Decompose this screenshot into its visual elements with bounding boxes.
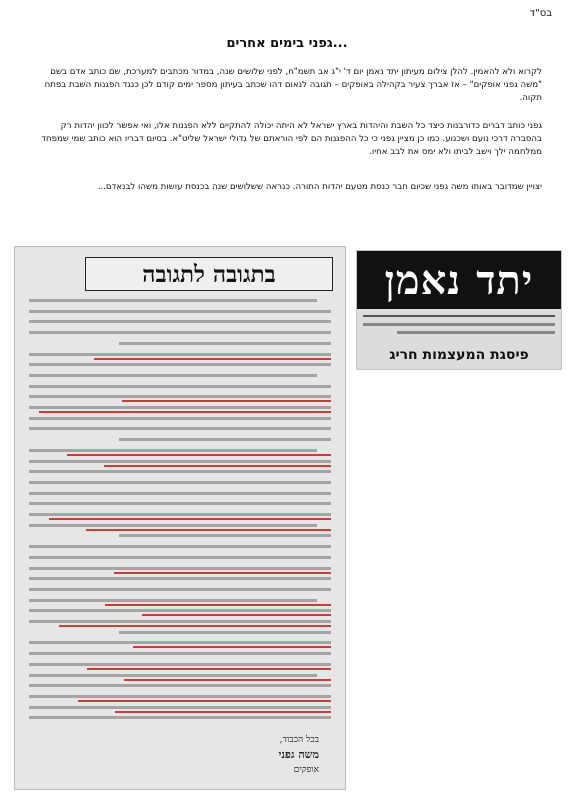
- clipping-text-line: [29, 545, 331, 548]
- clipping-text-line: [29, 609, 331, 612]
- clipping-text-line: [29, 652, 331, 655]
- clipping-text-line: [29, 492, 331, 495]
- red-underline-mark: [142, 614, 331, 616]
- clipping-text-line: [29, 310, 331, 313]
- clipping-text-line: [29, 406, 331, 409]
- clipping-text-line: [29, 427, 331, 430]
- red-underline-mark: [94, 358, 331, 360]
- red-underline-mark: [86, 529, 331, 531]
- clipping-text-line: [29, 577, 331, 580]
- red-underline-mark: [122, 400, 331, 402]
- clipping-text-line: [29, 599, 317, 602]
- clipping-text-line: [29, 299, 317, 302]
- masthead-rule: [363, 315, 555, 317]
- clipping-body-text: [29, 299, 331, 729]
- clipping-text-line: [29, 674, 317, 677]
- page-title: גפני בימים אחרים...: [226, 36, 348, 51]
- red-underline-mark: [124, 679, 331, 681]
- newspaper-masthead-clipping: [356, 250, 562, 370]
- masthead-dateline: [363, 323, 555, 326]
- clipping-location: אופקים: [293, 765, 319, 775]
- clipping-text-line: [29, 385, 331, 388]
- clipping-text-line: [29, 363, 331, 366]
- clipping-signature: משה גפני: [278, 748, 319, 761]
- red-underline-mark: [59, 625, 331, 627]
- red-underline-mark: [114, 572, 331, 574]
- bsd-header: בס"ד: [529, 8, 552, 19]
- content-paragraph: גפני כותב דברים כדורבנות כיצד כל השבת והיהדות בארץ ישראל לא היתה יכולה להתקיים ללא הפגנות אלו, ואי אפשר לכוון יהדות רק בהסברה דרכי נועם ושכנוע. כמו כן מציין גפני כי כל ההפגנות הם לפי הוראתם של גדולי ישראל שליט"א. בסיום דבריו הוא כותב שמי שמפחד ממלחמה ילך וישב לביתו ולא ימס את לבב אחיו.: [41, 121, 542, 157]
- clipping-text-line: [29, 502, 331, 505]
- clipping-text-line: [29, 513, 331, 516]
- masthead-headline: פיסגת המעצמות חריג: [389, 347, 529, 363]
- red-underline-mark: [87, 668, 331, 670]
- red-underline-mark: [133, 646, 331, 648]
- clipping-text-line: [29, 374, 317, 377]
- closing-paragraph: יצויין שמדובר באותו משה גפני שכיום חבר כנסת מטעם יהדות התורה. כנראה ששלושים שנה בכנסת עושות משהו לבנאדם...: [97, 182, 542, 192]
- clipping-text-line: [29, 641, 331, 644]
- red-underline-mark: [104, 465, 331, 467]
- newspaper-logo: יתד נאמן: [357, 251, 561, 309]
- clipping-text-line: [29, 353, 331, 356]
- clipping-text-line: [29, 663, 331, 666]
- clipping-text-line: [29, 567, 331, 570]
- clipping-closing: בכל הכבוד,: [279, 735, 319, 745]
- clipping-text-line: [29, 524, 317, 527]
- intro-paragraph: לקרוא ולא להאמין. להלן צילום מעיתון יתד נאמן יום ד' י"ג אב תשמ"ח, לפני שלושים שנה, במדור מכתבים למערכת, שם כותב אדם בשם "משה גפני אופקים" – אז אברך צעיר בקהילה באופקים – תגובה לנאום דהו שכתב בעיתון מספר ימים קודם לכן כנגד הפגנות השבת בפתח תקוה.: [44, 67, 542, 103]
- clipping-text-line: [119, 342, 331, 345]
- clipping-text-line: [29, 395, 331, 398]
- clipping-text-line: [29, 588, 331, 591]
- clipping-text-line: [119, 534, 331, 537]
- red-underline-mark: [67, 454, 331, 456]
- newspaper-clipping: [14, 246, 346, 790]
- red-underline-mark: [49, 518, 331, 520]
- red-underline-mark: [115, 711, 331, 713]
- clipping-text-line: [29, 684, 331, 687]
- clipping-text-line: [29, 695, 331, 698]
- clipping-text-line: [29, 460, 331, 463]
- clipping-headline: בתגובה לתגובה: [85, 257, 333, 291]
- clipping-text-line: [29, 706, 331, 709]
- clipping-text-line: [29, 331, 331, 334]
- clipping-text-line: [29, 417, 331, 420]
- red-underline-mark: [39, 411, 331, 413]
- red-underline-mark: [78, 700, 331, 702]
- clipping-text-line: [29, 320, 331, 323]
- clipping-text-line: [29, 556, 331, 559]
- clipping-text-line: [119, 438, 331, 441]
- clipping-text-line: [29, 620, 331, 623]
- clipping-text-line: [119, 631, 331, 634]
- clipping-text-line: [29, 481, 331, 484]
- clipping-text-line: [29, 449, 317, 452]
- masthead-dateline: [397, 331, 555, 334]
- red-underline-mark: [105, 604, 331, 606]
- clipping-text-line: [29, 716, 331, 719]
- clipping-text-line: [29, 470, 331, 473]
